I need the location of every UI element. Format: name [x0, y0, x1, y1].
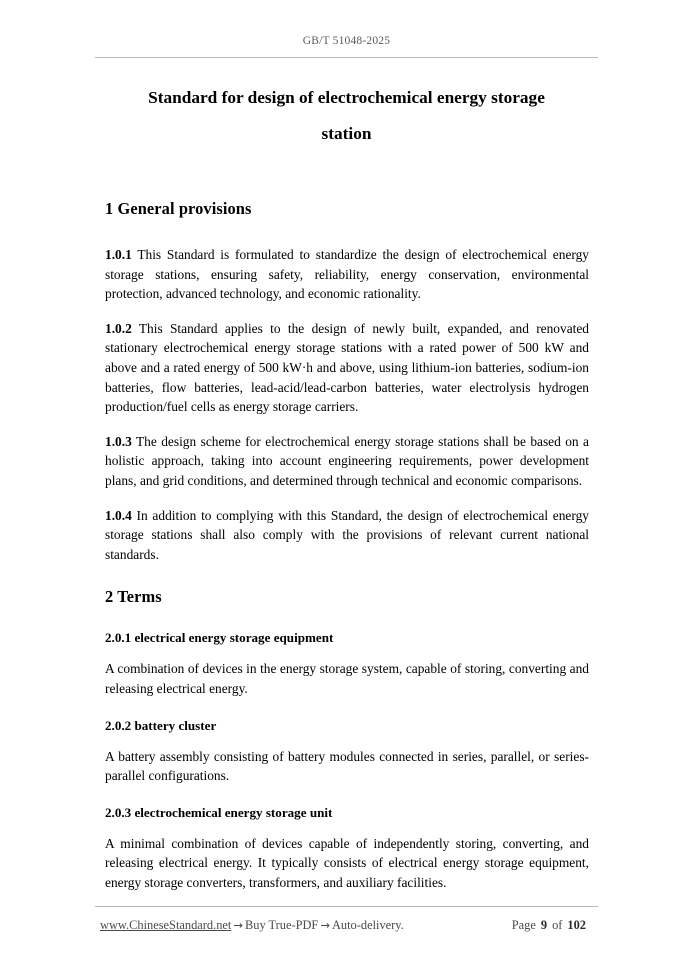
term-heading-2-0-1: 2.0.1 electrical energy storage equipment — [105, 630, 334, 646]
footer-promo-text-1: Buy True-PDF — [244, 918, 319, 932]
section-heading-general-provisions: 1 General provisions — [105, 199, 252, 218]
document-title — [110, 80, 583, 152]
page-label: Page — [511, 918, 536, 932]
standard-code: GB/T 51048-2025 — [302, 35, 391, 47]
page-footer — [95, 915, 598, 935]
arrow-right-icon: → — [320, 918, 330, 932]
clause-1-0-1 — [105, 245, 589, 304]
header-divider — [95, 57, 598, 58]
footer-promo-text-2: Auto-delivery. — [331, 918, 404, 932]
clause-number: 1.0.2 — [105, 320, 132, 336]
clause-1-0-4 — [105, 506, 589, 565]
clause-number: 1.0.3 — [105, 433, 132, 449]
term-definition-2-0-1: A combination of devices in the energy storage system, capable of storing, converting and releasing electrical energy. — [105, 661, 589, 696]
clause-text: This Standard applies to the design of newly built, expanded, and renovated stationary electrochemical energy storage stations with a rated power of 500 kW and above and a rated energy of 500 kW·h and above, using lithium-ion batteries, sodium-ion batteries, flow batteries, lead-acid/lead-carbon batteries, water electrolysis hydrogen production/fuel cells as energy storage carriers. — [105, 320, 589, 415]
footer-promo — [100, 915, 404, 935]
section-heading-terms: 2 Terms — [105, 587, 162, 607]
of-label: of — [552, 918, 563, 932]
document-title-line-2: station — [321, 124, 372, 143]
term-definition-2-0-2: A battery assembly consisting of battery modules connected in series, parallel, or series-parallel configurations. — [105, 748, 589, 784]
clause-1-0-3 — [105, 432, 589, 491]
page-indicator — [510, 915, 589, 935]
clause-text: In addition to complying with this Standard, the design of electrochemical energy storage stations shall also comply with the provisions of relevant current national standards. — [105, 507, 589, 562]
clause-number: 1.0.1 — [105, 247, 132, 262]
clause-1-0-2 — [105, 319, 589, 417]
arrow-right-icon: → — [233, 918, 243, 932]
total-page-count: 102 — [567, 918, 586, 932]
document-body — [105, 198, 589, 892]
clause-number: 1.0.4 — [105, 507, 132, 523]
clause-text: This Standard is formulated to standardize the design of electrochemical energy storage stations, ensuring safety, reliability, energy conservation, environmental protection, advanced technology, and economic rationality. — [105, 247, 589, 302]
current-page-number: 9 — [540, 918, 548, 932]
chinesestandard-link[interactable]: www.ChineseStandard.net — [100, 918, 232, 932]
term-heading-2-0-3: 2.0.3 electrochemical energy storage unit — [105, 804, 333, 820]
document-title-line-1: Standard for design of electrochemical energy storage — [148, 88, 545, 107]
page-header — [95, 31, 598, 49]
term-heading-2-0-2: 2.0.2 battery cluster — [105, 717, 217, 733]
term-definition-2-0-3: A minimal combination of devices capable of independently storing, converting, and releasing electrical energy. It typically consists of electrical energy storage equipment, energy storage converters, transformers, and auxiliary facilities. — [105, 835, 589, 890]
clause-text: The design scheme for electrochemical energy storage stations shall be based on a holistic approach, taking into account engineering requirements, power development plans, and grid conditions, and determined through technical and economic comparisons. — [105, 433, 590, 488]
footer-divider — [95, 906, 598, 907]
